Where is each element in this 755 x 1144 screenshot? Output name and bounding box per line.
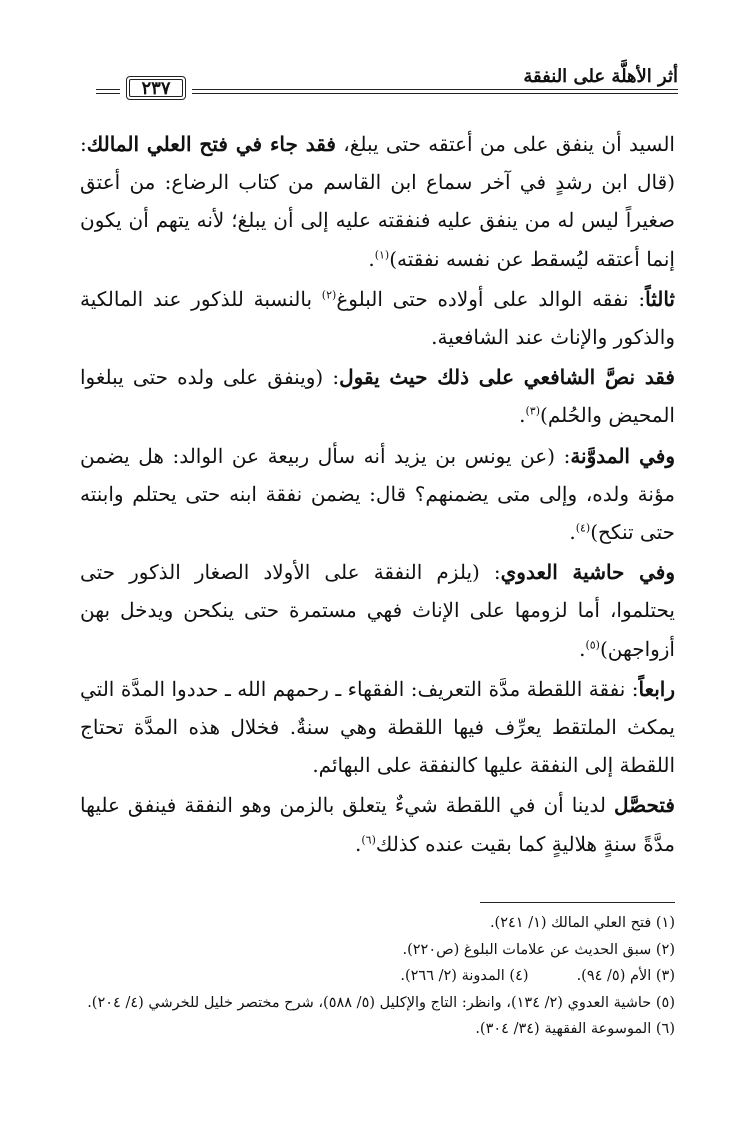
paragraph bbox=[80, 553, 675, 668]
footnote-ref[interactable]: (٤) bbox=[575, 521, 591, 535]
header-rule bbox=[192, 93, 678, 94]
footnote-ref[interactable]: (٥) bbox=[585, 637, 600, 651]
running-title: أثر الأهلَّة على النفقة bbox=[523, 66, 678, 87]
text: بالنسبة للذكور عند المالكية والذكور والإناث عند الشافعية. bbox=[80, 286, 675, 350]
bold-text: ثالثاً bbox=[645, 286, 675, 311]
paragraph bbox=[80, 670, 675, 785]
header-rule bbox=[96, 89, 120, 90]
bold-text: وفي المدوَّنة bbox=[570, 443, 676, 468]
paragraph bbox=[80, 280, 675, 356]
text: : نفقة اللقطة مدَّة التعريف: الفقهاء ـ رحمهم الله ـ حددوا المدَّة التي يمكث الملتقط يعرِّف فيها اللقطة وهي سنةٌ. فخلال هذه المدَّة تحتاج اللقطة إلى النفقة عليها كالنفقة على البهائم. bbox=[80, 676, 675, 778]
text: : (عن يونس بن يزيد أنه سأل ربيعة عن الوالد: هل يضمن مؤنة ولده، وإلى متى يضمنهم؟ قال: يضمن نفقة ابنه حتى يحتلم وابنته حتى تنكح) bbox=[80, 443, 675, 545]
footnote: (١) فتح العلي المالك (١/ ٢٤١). bbox=[489, 915, 675, 931]
paragraph bbox=[80, 358, 675, 434]
text: لدينا أن في اللقطة شيءٌ يتعلق بالزمن وهو النفقة فينفق عليها مدَّةً سنةٍ هلاليةٍ كما بقيت عنده كذلك bbox=[80, 793, 675, 856]
text: : (قال ابن رشدٍ في آخر سماع ابن القاسم من كتاب الرضاع: من أعتق صغيراً ليس له من ينفق عليه فنفقته عليه إلى أن يبلغ؛ لأنه يتهم أن يكون إنما أعتقه ليُسقط عن نفسه نفقته) bbox=[80, 132, 675, 271]
text: السيد أن ينفق على من أعتقه حتى يبلغ، bbox=[335, 132, 675, 156]
text: : نفقه الوالد على أولاده حتى البلوغ bbox=[336, 286, 646, 311]
text: . bbox=[354, 831, 362, 856]
header-rule bbox=[192, 89, 678, 90]
footnote-ref[interactable]: (٣) bbox=[525, 404, 541, 418]
bold-text: وفي حاشية العدوي bbox=[500, 560, 675, 585]
paragraph bbox=[80, 786, 675, 862]
footnote: (٤) المدونة (٢/ ٢٦٦). bbox=[400, 968, 529, 984]
text: . bbox=[579, 636, 586, 661]
footnote: (٣) الأم (٥/ ٩٤). bbox=[576, 968, 675, 984]
footnote-ref[interactable]: (٢) bbox=[321, 288, 337, 302]
bold-text: فقد نصَّ الشافعي على ذلك حيث يقول bbox=[339, 365, 675, 390]
footnote-separator bbox=[480, 902, 675, 903]
footnote-row bbox=[80, 963, 675, 990]
footnote-ref[interactable]: (٦) bbox=[361, 833, 376, 846]
paragraph bbox=[80, 125, 675, 278]
header-rule bbox=[96, 93, 120, 94]
text: : (وينفق على ولده حتى يبلغوا المحيض والحُلم) bbox=[80, 365, 675, 428]
footnote: (٢) سبق الحديث عن علامات البلوغ (ص٢٢٠). bbox=[402, 941, 675, 958]
footnote: (٦) الموسوعة الفقهية (٣٤/ ٣٠٤). bbox=[475, 1021, 675, 1037]
text: . bbox=[569, 520, 576, 545]
text: . bbox=[368, 246, 375, 271]
bold-text: فقد جاء في فتح العلي المالك bbox=[86, 132, 336, 156]
footnote-ref[interactable]: (١) bbox=[374, 247, 390, 261]
footnote: (٥) حاشية العدوي (٢/ ١٣٤)، وانظر: التاج والإكليل (٥/ ٥٨٨)، شرح مختصر خليل للخرشي (٤/ ٢٠٤). bbox=[87, 994, 675, 1011]
main-text bbox=[80, 125, 675, 863]
bold-text: فتحصَّل bbox=[614, 793, 675, 818]
paragraph bbox=[80, 437, 675, 552]
bold-text: رابعاً bbox=[638, 676, 675, 701]
page-number: ٢٣٧ bbox=[126, 76, 186, 100]
footnotes bbox=[80, 910, 675, 1043]
text: : (يلزم النفقة على الأولاد الصغار الذكور حتى يحتلموا، أما لزومها على الإناث فهي مستمرة حتى ينكحن ويدخل بهن أزواجهن) bbox=[80, 560, 675, 661]
text: . bbox=[519, 403, 526, 428]
page-header bbox=[96, 58, 678, 98]
